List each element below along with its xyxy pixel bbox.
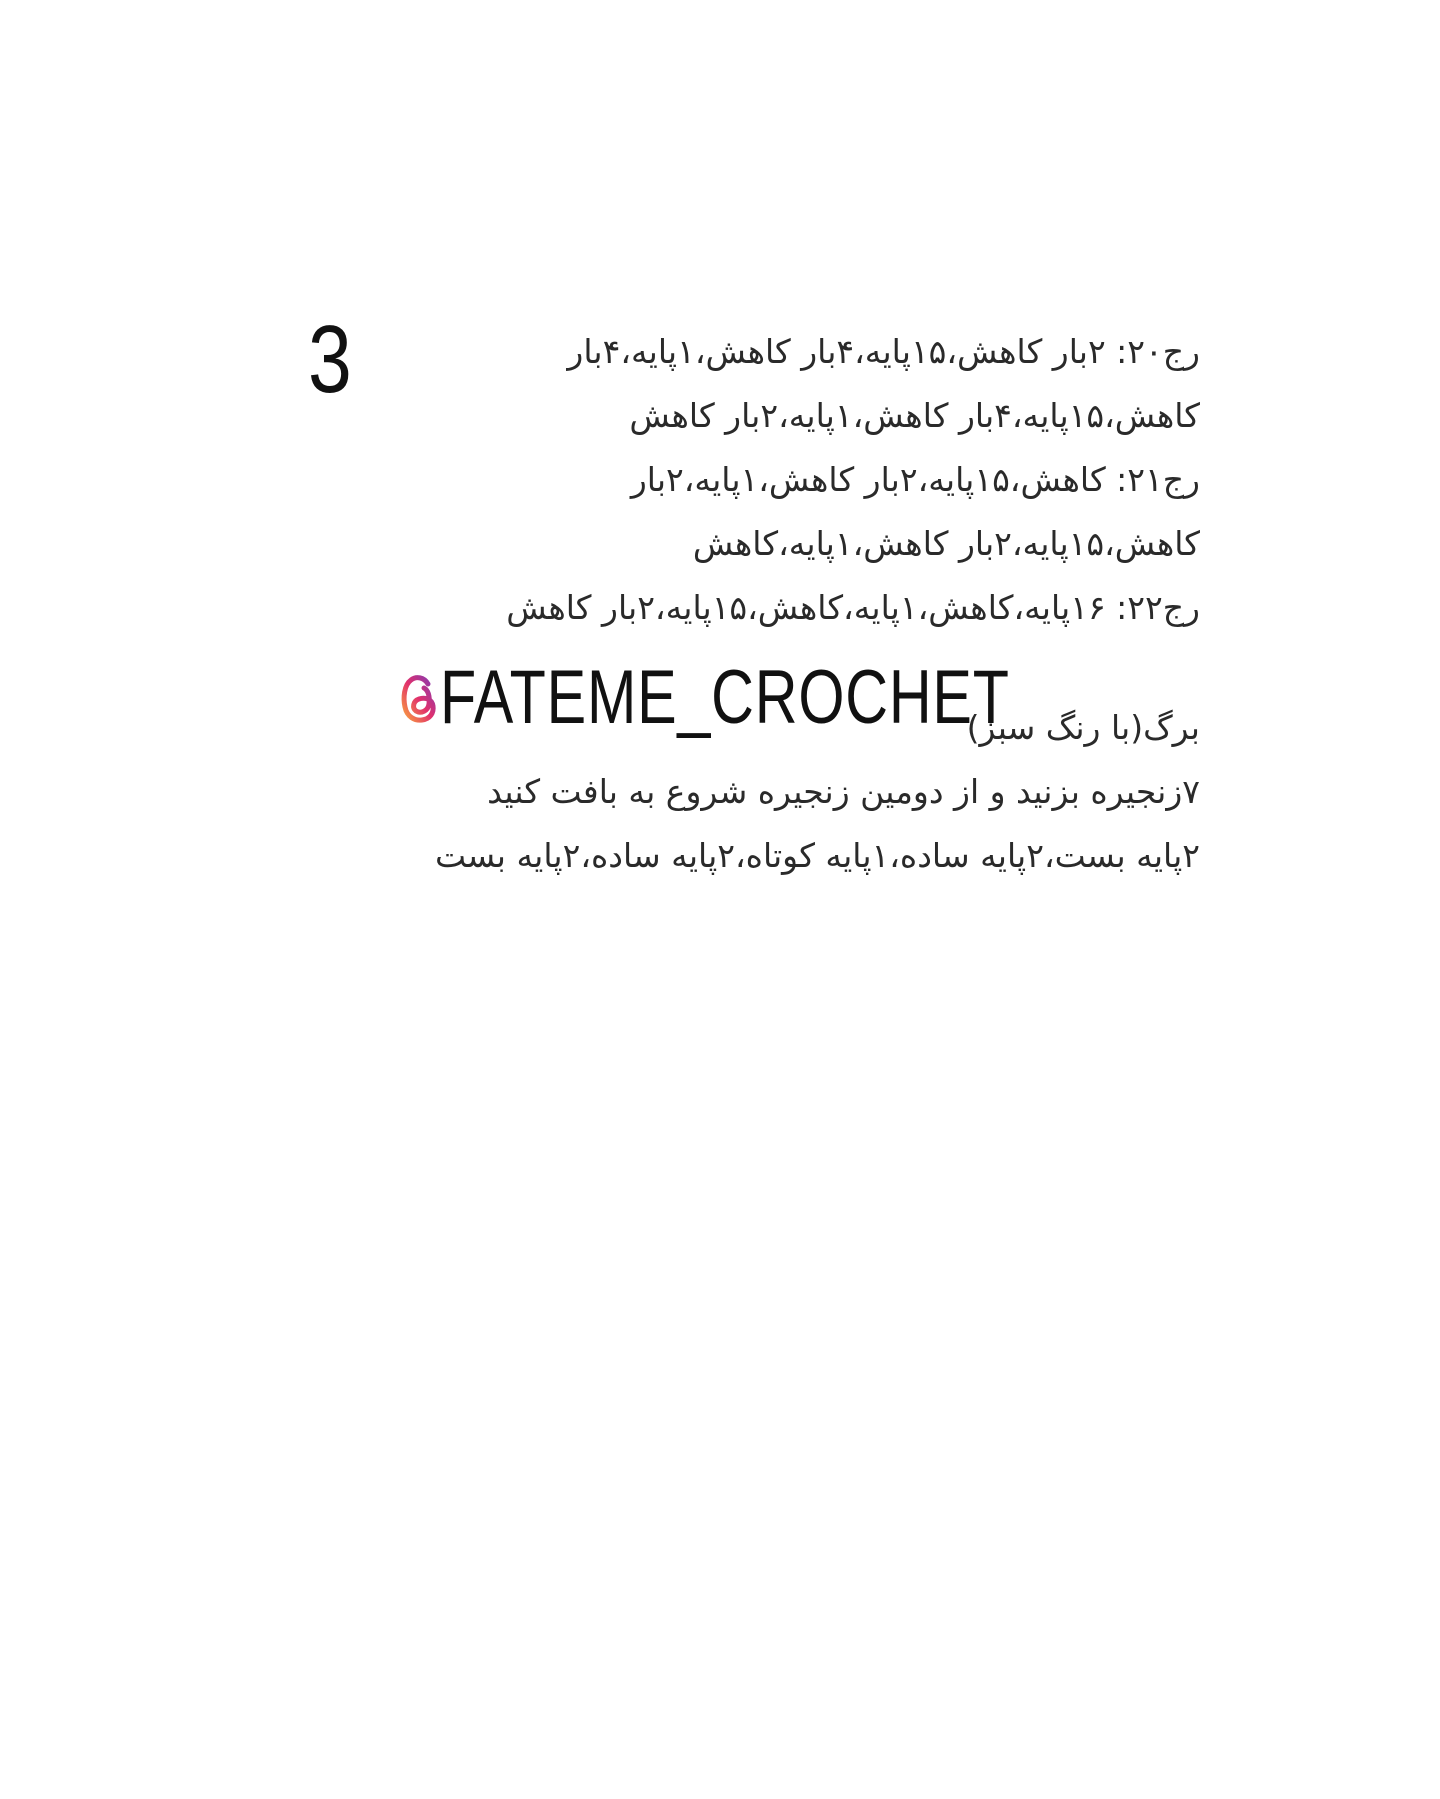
row-line: کاهش،۱۵پایه،۴بار کاهش،۱پایه،۲بار کاهش xyxy=(629,396,1200,435)
row-line: رج۲۰: ۲بار کاهش،۱۵پایه،۴بار کاهش،۱پایه،۴بار xyxy=(567,332,1200,371)
row-line: رج۲۲: ۱۶پایه،کاهش،۱پایه،کاهش،۱۵پایه،۲بار کاهش xyxy=(506,588,1200,627)
handle-text: FATEME_CROCHET xyxy=(440,655,1010,740)
leaf-line: ۲پایه بست،۲پایه ساده،۱پایه کوتاه،۲پایه ساده،۲پایه بست xyxy=(434,836,1200,875)
leaf-line: ۷زنجیره بزنید و از دومین زنجیره شروع به بافت کنید xyxy=(487,772,1200,811)
page-number: 3 xyxy=(308,306,352,413)
row-line: کاهش،۱۵پایه،۲بار کاهش،۱پایه،کاهش xyxy=(692,524,1200,563)
leaf-title: برگ(با رنگ سبز) xyxy=(966,708,1200,747)
leaf-section xyxy=(340,696,1200,888)
pattern-rows xyxy=(340,320,1200,640)
row-line: رج۲۱: کاهش،۱۵پایه،۲بار کاهش،۱پایه،۲بار xyxy=(630,460,1200,499)
